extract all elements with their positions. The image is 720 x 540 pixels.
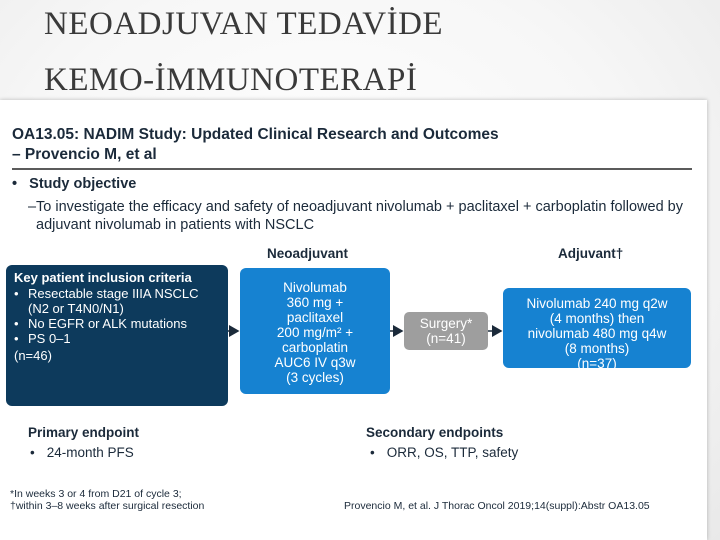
secondary-endpoint-label: Secondary endpoints	[366, 425, 504, 440]
bullet-icon: •	[12, 176, 18, 192]
adjuvant-regimen-box	[503, 288, 691, 371]
surgery-label: Surgery*	[419, 316, 473, 331]
primary-endpoint-value: • 24-month PFS	[30, 445, 134, 460]
regimen-line: 200 mg/m² +	[276, 325, 354, 340]
slide-title-line1: NEOADJUVAN TEDAVİDE	[44, 6, 444, 42]
regimen-line: (4 months) then	[549, 311, 645, 326]
objective-description: To investigate the efficacy and safety of neoadjuvant nivolumab + paclitaxel + carboplatin followed by adjuvant nivolumab in patients with NSCLC	[36, 199, 683, 233]
criteria-item: • PS 0–1	[14, 331, 220, 346]
surgery-count: (n=41)	[426, 331, 466, 346]
inclusion-criteria-box	[6, 265, 228, 406]
regimen-line: carboplatin	[281, 340, 349, 355]
regimen-line: Nivolumab	[283, 280, 347, 295]
regimen-line: paclitaxel	[286, 310, 344, 325]
study-heading-line1: OA13.05: NADIM Study: Updated Clinical Research and Outcomes	[12, 126, 499, 143]
objective-label: • Study objective	[12, 176, 137, 192]
criteria-heading: Key patient inclusion criteria	[14, 270, 192, 285]
phase-label-neoadjuvant: Neoadjuvant	[267, 246, 349, 261]
secondary-endpoint-value: • ORR, OS, TTP, safety	[370, 445, 518, 460]
citation: Provencio M, et al. J Thorac Oncol 2019;14(suppl):Abstr OA13.05	[344, 500, 650, 512]
slide-title-line2: KEMO-İMMUNOTERAPİ	[44, 62, 418, 98]
regimen-line: nivolumab 480 mg q4w	[527, 326, 667, 341]
regimen-line: (n=37)	[577, 356, 617, 371]
footnote-adjuvant: †within 3–8 weeks after surgical resection	[10, 500, 205, 512]
surgery-box	[404, 312, 488, 350]
primary-endpoint-label: Primary endpoint	[28, 425, 140, 440]
phase-label-adjuvant: Adjuvant†	[558, 246, 624, 261]
criteria-patient-count: (n=46)	[14, 348, 52, 363]
study-heading-line2: – Provencio M, et al	[12, 146, 157, 163]
regimen-line: (3 cycles)	[286, 370, 344, 385]
regimen-line: (8 months)	[564, 341, 630, 356]
dash-marker: –	[28, 199, 37, 215]
regimen-line: Nivolumab 240 mg q2w	[526, 296, 668, 311]
criteria-item: • No EGFR or ALK mutations	[14, 316, 220, 331]
neoadjuvant-regimen-box	[240, 268, 390, 394]
embedded-slide-image	[0, 100, 707, 540]
footnote-surgery: *In weeks 3 or 4 from D21 of cycle 3;	[10, 488, 182, 500]
criteria-item: • Resectable stage IIIA NSCLC (N2 or T4N0/N1)	[14, 286, 220, 316]
regimen-line: AUC6 IV q3w	[274, 355, 356, 370]
regimen-line: 360 mg +	[286, 295, 344, 310]
